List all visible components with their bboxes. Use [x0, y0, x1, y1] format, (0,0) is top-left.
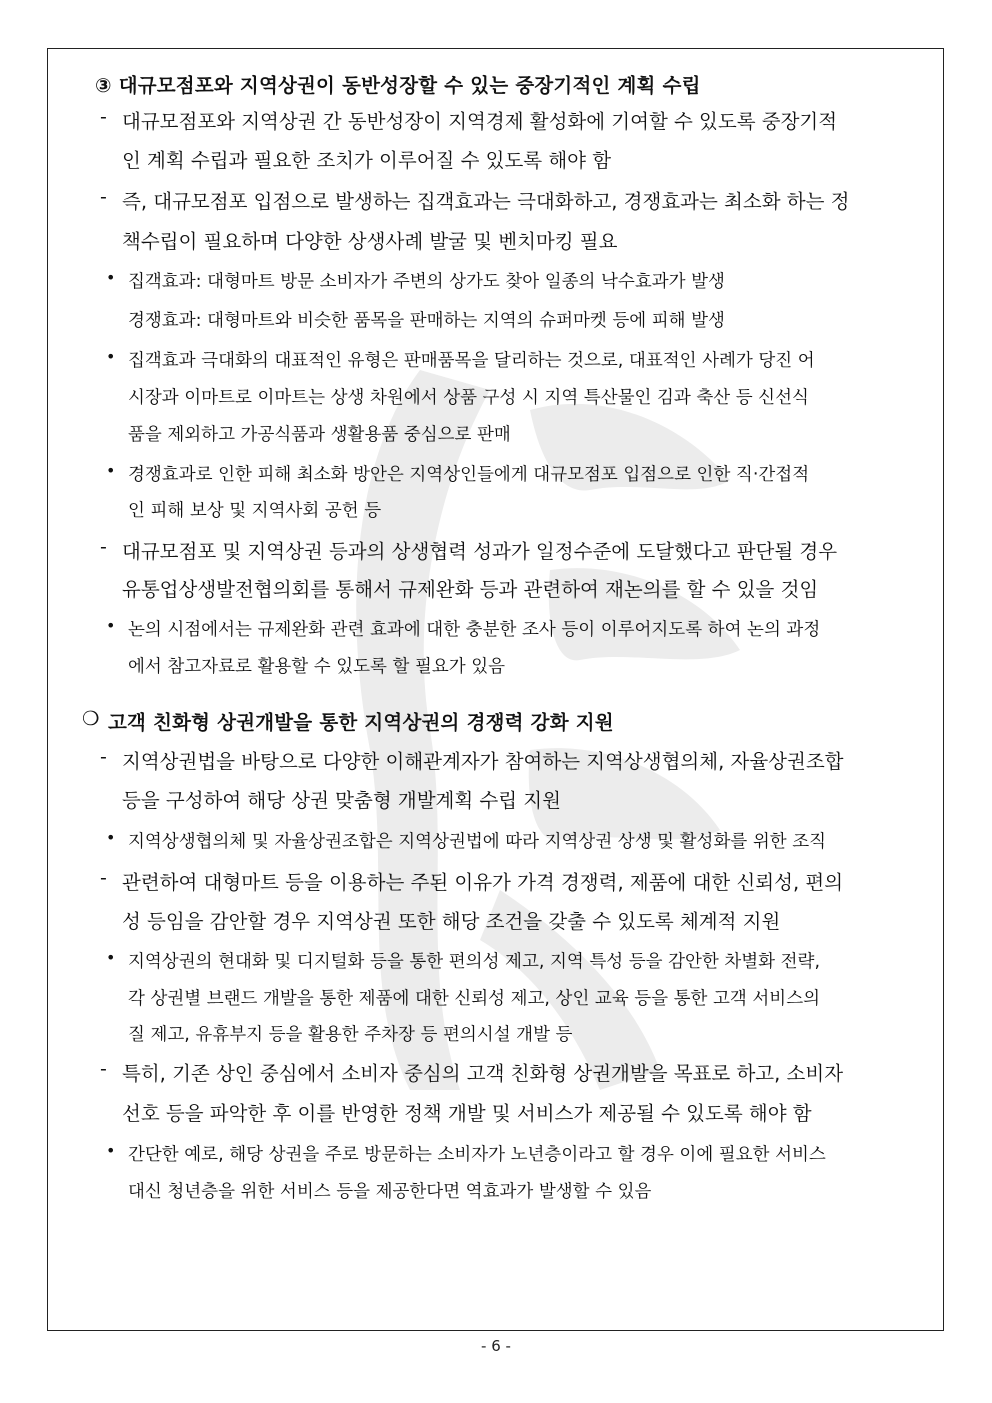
text-line: 지역상권의 현대화 및 디지털화 등을 통한 편의성 제고, 지역 특성 등을 감안한 차별화 전략, — [128, 952, 821, 972]
text-line: 관련하여 대형마트 등을 이용하는 주된 이유가 가격 경쟁력, 제품에 대한 신뢰성, 편의 — [122, 871, 844, 894]
bullet-marker: • — [106, 461, 116, 480]
bullet-marker: • — [106, 616, 116, 635]
text-line: 집객효과 극대화의 대표적인 유형은 판매품목을 달리하는 것으로, 대표적인 사례가 당진 어 — [128, 351, 815, 371]
text-line: 성 등임을 감안할 경우 지역상권 또한 해당 조건을 갖출 수 있도록 체계적 지원 — [122, 910, 781, 933]
text-line: 질 제고, 유휴부지 등을 활용한 주차장 등 편의시설 개발 등 — [128, 1025, 573, 1045]
text-line: 대규모점포와 지역상권 간 동반성장이 지역경제 활성화에 기여할 수 있도록 중장기적 — [122, 110, 838, 133]
bullet-marker: • — [106, 268, 116, 287]
text-line: 논의 시점에서는 규제완화 관련 효과에 대한 충분한 조사 등이 이루어지도록 하여 논의 과정 — [128, 620, 821, 640]
text-line: 경쟁효과: 대형마트와 비슷한 품목을 판매하는 지역의 슈퍼마켓 등에 피해 발생 — [128, 311, 725, 331]
bullet-marker: • — [106, 948, 116, 967]
text-line: 특히, 기존 상인 중심에서 소비자 중심의 고객 친화형 상권개발을 목표로 하고, 소비자 — [122, 1062, 844, 1085]
dash-marker: - — [100, 867, 107, 889]
text-line: 대신 청년층을 위한 서비스 등을 제공한다면 역효과가 발생할 수 있음 — [128, 1182, 652, 1202]
section-3-heading: ③ 대규모점포와 지역상권이 동반성장할 수 있는 중장기적인 계획 수립 — [95, 74, 701, 97]
section-o-heading: 고객 친화형 상권개발을 통한 지역상권의 경쟁력 강화 지원 — [108, 711, 614, 734]
text-line: 인 계획 수립과 필요한 조치가 이루어질 수 있도록 해야 함 — [122, 149, 612, 172]
text-line: 지역상생협의체 및 자율상권조합은 지역상권법에 따라 지역상권 상생 및 활성화를 위한 조직 — [128, 832, 827, 852]
section-circle-marker: ❍ — [82, 707, 100, 730]
text-line: 선호 등을 파악한 후 이를 반영한 정책 개발 및 서비스가 제공될 수 있도록 해야 함 — [122, 1102, 812, 1125]
dash-marker: - — [100, 106, 107, 128]
text-line: 즉, 대규모점포 입점으로 발생하는 집객효과는 극대화하고, 경쟁효과는 최소화 하는 정 — [122, 190, 850, 213]
text-line: 유통업상생발전협의회를 통해서 규제완화 등과 관련하여 재논의를 할 수 있을 것임 — [122, 578, 819, 601]
text-line: 인 피해 보상 및 지역사회 공헌 등 — [128, 501, 382, 521]
bullet-marker: • — [106, 1141, 116, 1160]
text-line: 간단한 예로, 해당 상권을 주로 방문하는 소비자가 노년층이라고 할 경우 이에 필요한 서비스 — [128, 1145, 826, 1165]
dash-marker: - — [100, 186, 107, 208]
text-line: 경쟁효과로 인한 피해 최소화 방안은 지역상인들에게 대규모점포 입점으로 인한 직‧간접적 — [128, 465, 810, 485]
dash-marker: - — [100, 536, 107, 558]
dash-marker: - — [100, 746, 107, 768]
text-line: 에서 참고자료로 활용할 수 있도록 할 필요가 있음 — [128, 657, 506, 677]
dash-marker: - — [100, 1058, 107, 1080]
page-number: - 6 - — [481, 1337, 511, 1355]
text-line: 각 상권별 브랜드 개발을 통한 제품에 대한 신뢰성 제고, 상인 교육 등을 통한 고객 서비스의 — [128, 989, 821, 1009]
bullet-marker: • — [106, 347, 116, 366]
text-line: 등을 구성하여 해당 상권 맞춤형 개발계획 수립 지원 — [122, 789, 561, 812]
text-line: 집객효과: 대형마트 방문 소비자가 주변의 상가도 찾아 일종의 낙수효과가 발생 — [128, 272, 725, 292]
text-line: 지역상권법을 바탕으로 다양한 이해관계자가 참여하는 지역상생협의체, 자율상권조합 — [122, 750, 844, 773]
text-line: 품을 제외하고 가공식품과 생활용품 중심으로 판매 — [128, 425, 511, 445]
text-line: 책수립이 필요하며 다양한 상생사례 발굴 및 벤치마킹 필요 — [122, 230, 618, 253]
text-line: 대규모점포 및 지역상권 등과의 상생협력 성과가 일정수준에 도달했다고 판단될 경우 — [122, 540, 838, 563]
bullet-marker: • — [106, 828, 116, 847]
text-line: 시장과 이마트로 이마트는 상생 차원에서 상품 구성 시 지역 특산물인 김과 축산 등 신선식 — [128, 388, 809, 408]
